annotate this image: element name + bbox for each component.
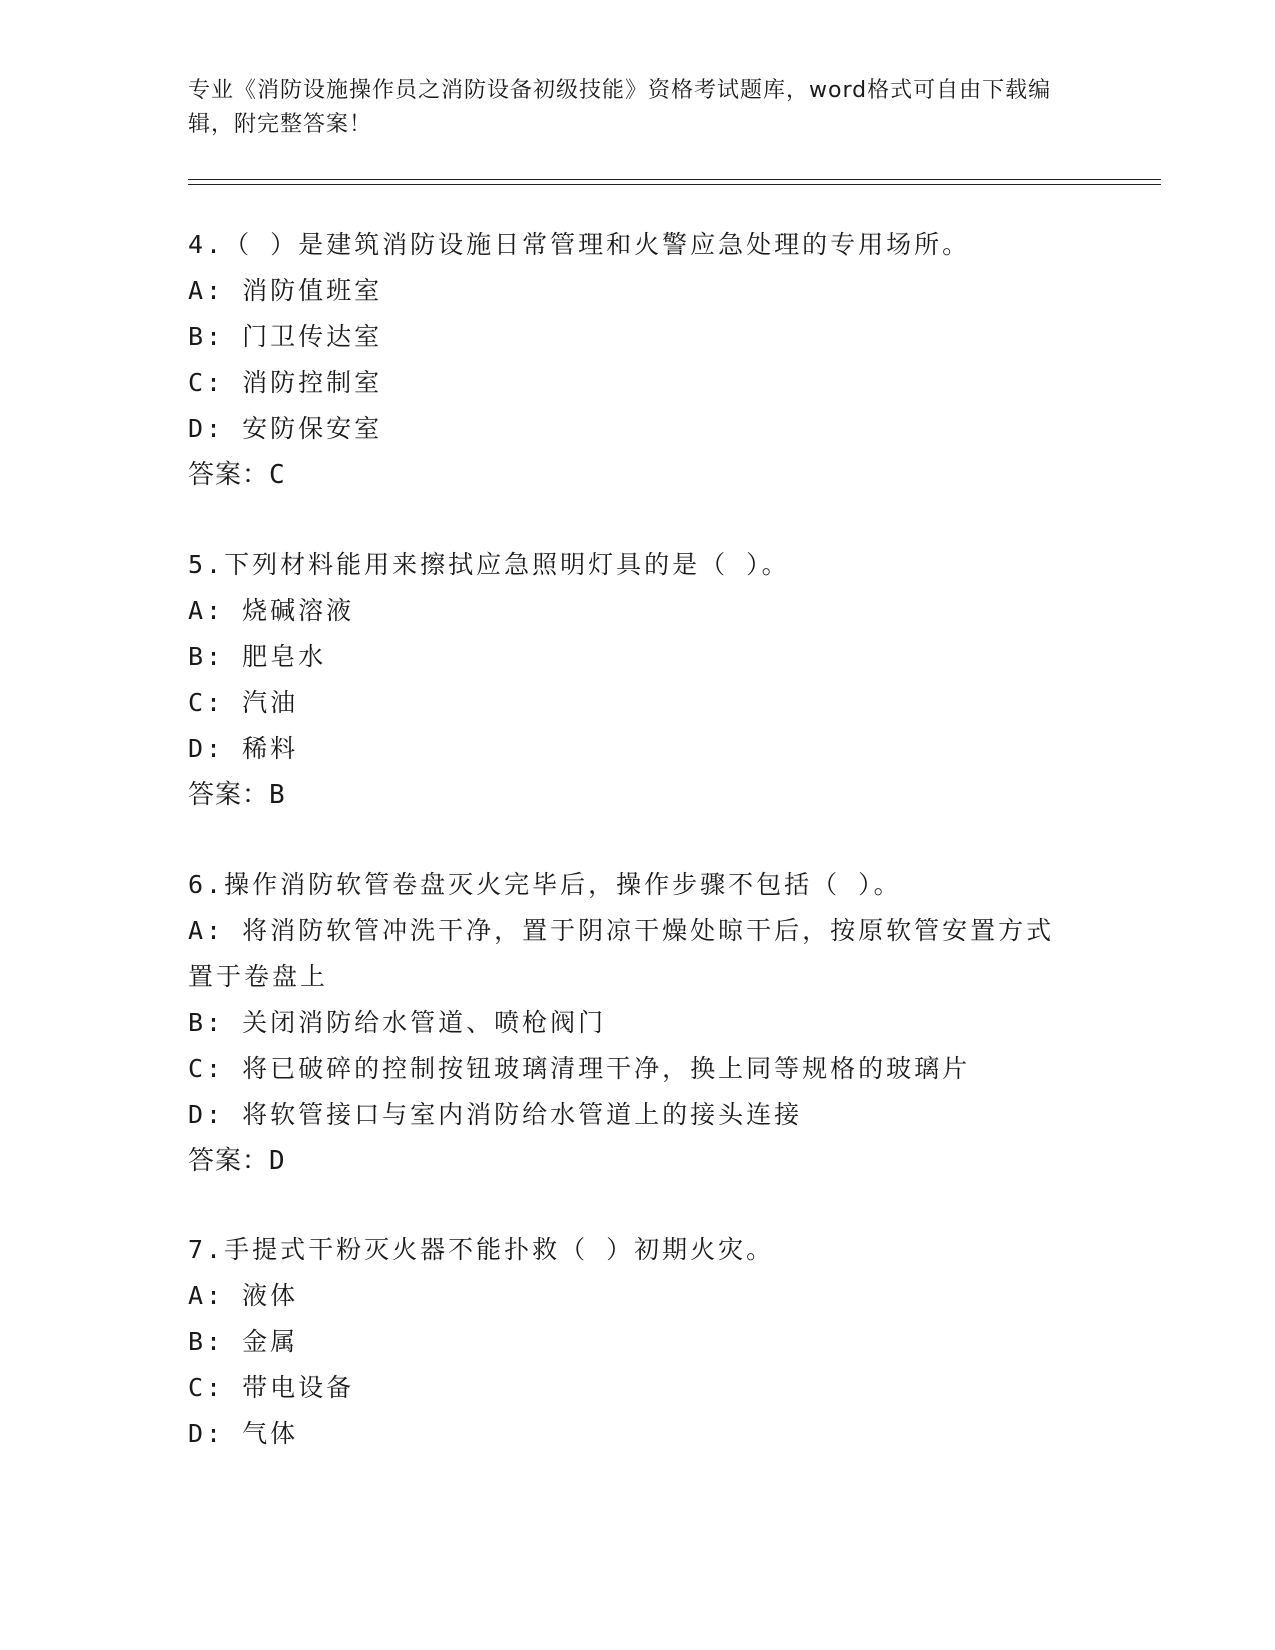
- option-a: A: 消防值班室: [188, 276, 383, 305]
- option-c: C: 带电设备: [188, 1373, 355, 1402]
- option-b: B: 金属: [188, 1327, 299, 1356]
- question-text: 7.手提式干粉灭火器不能扑救（ ）初期火灾。: [188, 1235, 775, 1264]
- answer-line: [188, 452, 1148, 498]
- option-a: A: 液体: [188, 1281, 299, 1310]
- answer-label: 答案：: [188, 1146, 270, 1176]
- answer-value: B: [269, 780, 286, 810]
- question-text: 5.下列材料能用来擦拭应急照明灯具的是（ ）。: [188, 550, 790, 579]
- option-d: D: 气体: [188, 1419, 299, 1448]
- answer-value: C: [269, 460, 286, 490]
- option-a: A: 烧碱溶液: [188, 596, 355, 625]
- option-c: C: 将已破碎的控制按钮玻璃清理干净，换上同等规格的玻璃片: [188, 1054, 971, 1083]
- question-block-5: [188, 542, 1148, 818]
- question-block-6: [188, 862, 1068, 1184]
- answer-value: D: [269, 1146, 286, 1176]
- answer-line: [188, 772, 1148, 818]
- question-text: 4.（ ）是建筑消防设施日常管理和火警应急处理的专用场所。: [188, 230, 971, 259]
- header-divider-top: [188, 179, 1161, 180]
- option-a: A: 将消防软管冲洗干净，置于阴凉干燥处晾干后，按原软管安置方式置于卷盘上: [188, 916, 1055, 991]
- answer-label: 答案：: [188, 780, 270, 810]
- document-header: 专业《消防设施操作员之消防设备初级技能》资格考试题库，word格式可自由下载编辑，附完整答案！: [188, 78, 1052, 137]
- option-c: C: 汽油: [188, 688, 299, 717]
- option-b: B: 肥皂水: [188, 642, 327, 671]
- answer-line: [188, 1138, 1068, 1184]
- question-text: 6.操作消防软管卷盘灭火完毕后，操作步骤不包括（ ）。: [188, 870, 902, 899]
- question-block-4: [188, 222, 1148, 498]
- option-c: C: 消防控制室: [188, 368, 383, 397]
- option-b: B: 关闭消防给水管道、喷枪阀门: [188, 1008, 607, 1037]
- option-d: D: 稀料: [188, 734, 299, 763]
- option-d: D: 将软管接口与室内消防给水管道上的接头连接: [188, 1100, 803, 1129]
- question-block-7: [188, 1227, 1148, 1457]
- answer-label: 答案：: [188, 460, 270, 490]
- option-d: D: 安防保安室: [188, 414, 383, 443]
- option-b: B: 门卫传达室: [188, 322, 383, 351]
- header-divider-bottom: [188, 184, 1161, 185]
